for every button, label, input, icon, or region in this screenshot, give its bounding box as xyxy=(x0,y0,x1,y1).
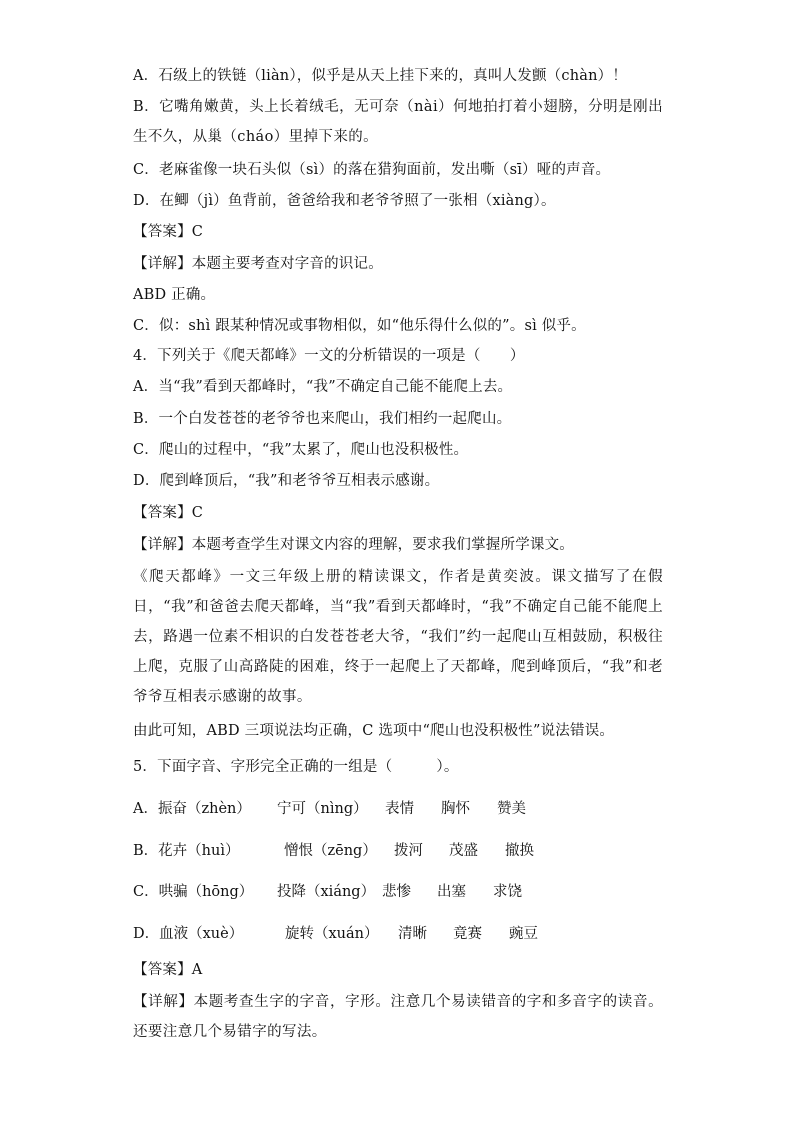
q4-analysis: 《爬天都峰》一文三年级上册的精读课文，作者是黄奕波。课文描写了在假日，“我”和爸爸去爬天都峰，当“我”看到天都峰时，“我”不确定自己能不能爬上去，路遇一位素不相识的白发苍苍老大爷，“我们”约一起爬山互相鼓励，积极往上爬，克服了山高路陡的困难，终于一起爬上了天都峰，爬到峰顶后，“我”和老爷爷互相表示感谢的故事。 xyxy=(133,569,663,705)
q5-row-a-item-3: 表情 xyxy=(385,801,414,817)
q5-row-a-item-2: 宁可（nìng） xyxy=(277,801,368,817)
q4-option-c: C．爬山的过程中，“我”太累了，爬山也没积极性。 xyxy=(133,442,469,458)
q4-explanation: 【详解】本题考查学生对课文内容的理解，要求我们掌握所学课文。 xyxy=(133,537,574,553)
q4-option-a: A．当“我”看到天都峰时，“我”不确定自己能不能爬上去。 xyxy=(133,379,513,395)
q5-option-row xyxy=(133,841,673,861)
q5-row-c-item-5: 求饶 xyxy=(493,884,522,900)
q5-row-d-item-3: 清晰 xyxy=(398,926,427,942)
q5-row-d-item-1: D．血液（xuè） xyxy=(133,926,244,942)
q5-answer: 【答案】A xyxy=(133,962,203,978)
q5-row-d-item-4: 竟赛 xyxy=(453,926,482,942)
q3-abd-note: ABD 正确。 xyxy=(133,287,216,303)
q4-option-b: B．一个白发苍苍的老爷爷也来爬山，我们相约一起爬山。 xyxy=(133,411,512,427)
q3-option-d: D．在鲫（jì）鱼背前，爸爸给我和老爷爷照了一张相（xiàng）。 xyxy=(133,193,556,209)
q3-option-a: A．石级上的铁链（liàn），似乎是从天上挂下来的，真叫人发颤（chàn）！ xyxy=(133,68,628,84)
q5-row-a-item-4: 胸怀 xyxy=(441,801,470,817)
q5-explanation: 【详解】本题考查生字的字音，字形。注意几个易读错音的字和多音字的读音。还要注意几个易错字的写法。 xyxy=(133,994,663,1040)
q5-row-b-item-1: B．花卉（huì） xyxy=(133,843,240,859)
q5-row-b-item-3: 拨河 xyxy=(394,843,423,859)
q5-row-a-item-5: 赞美 xyxy=(497,801,526,817)
q5-row-c-item-1: C．哄骗（hōng） xyxy=(133,884,254,900)
q4-stem: 4．下列关于《爬天都峰》一文的分析错误的一项是（ ） xyxy=(133,348,525,364)
q3-option-b: B．它嘴角嫩黄，头上长着绒毛，无可奈（nài）何地拍打着小翅膀，分明是刚出生不久，从巢（cháo）里掉下来的。 xyxy=(133,99,663,145)
q5-row-d-item-5: 豌豆 xyxy=(509,926,538,942)
q5-stem: 5．下面字音、字形完全正确的一组是（ ）。 xyxy=(133,759,459,775)
q5-row-b-item-5: 撤换 xyxy=(505,843,534,859)
q5-row-b-item-2: 憎恨（zēng） xyxy=(284,843,377,859)
q5-option-row xyxy=(133,924,673,944)
q3-answer: 【答案】C xyxy=(133,224,204,240)
q5-row-a-item-1: A．振奋（zhèn） xyxy=(133,801,251,817)
q3-c-note: C．似：shì 跟某种情况或事物相似，如“他乐得什么似的”。sì 似乎。 xyxy=(133,318,586,334)
q5-option-row xyxy=(133,799,673,819)
q4-answer: 【答案】C xyxy=(133,505,204,521)
q3-explanation: 【详解】本题主要考查对字音的识记。 xyxy=(133,256,383,272)
q4-conclusion: 由此可知，ABD 三项说法均正确，C 选项中“爬山也没积极性”说法错误。 xyxy=(133,723,615,739)
q5-option-row xyxy=(133,882,673,902)
q4-option-d: D．爬到峰顶后，“我”和老爷爷互相表示感谢。 xyxy=(133,473,440,489)
q3-option-c: C．老麻雀像一块石头似（sì）的落在猎狗面前，发出嘶（sī）哑的声音。 xyxy=(133,162,611,178)
q5-row-d-item-2: 旋转（xuán） xyxy=(285,926,379,942)
q5-row-b-item-4: 茂盛 xyxy=(449,843,478,859)
q5-row-c-item-2: 投降（xiáng） xyxy=(277,884,376,900)
q5-row-c-item-3: 悲惨 xyxy=(382,884,411,900)
q5-row-c-item-4: 出塞 xyxy=(437,884,466,900)
